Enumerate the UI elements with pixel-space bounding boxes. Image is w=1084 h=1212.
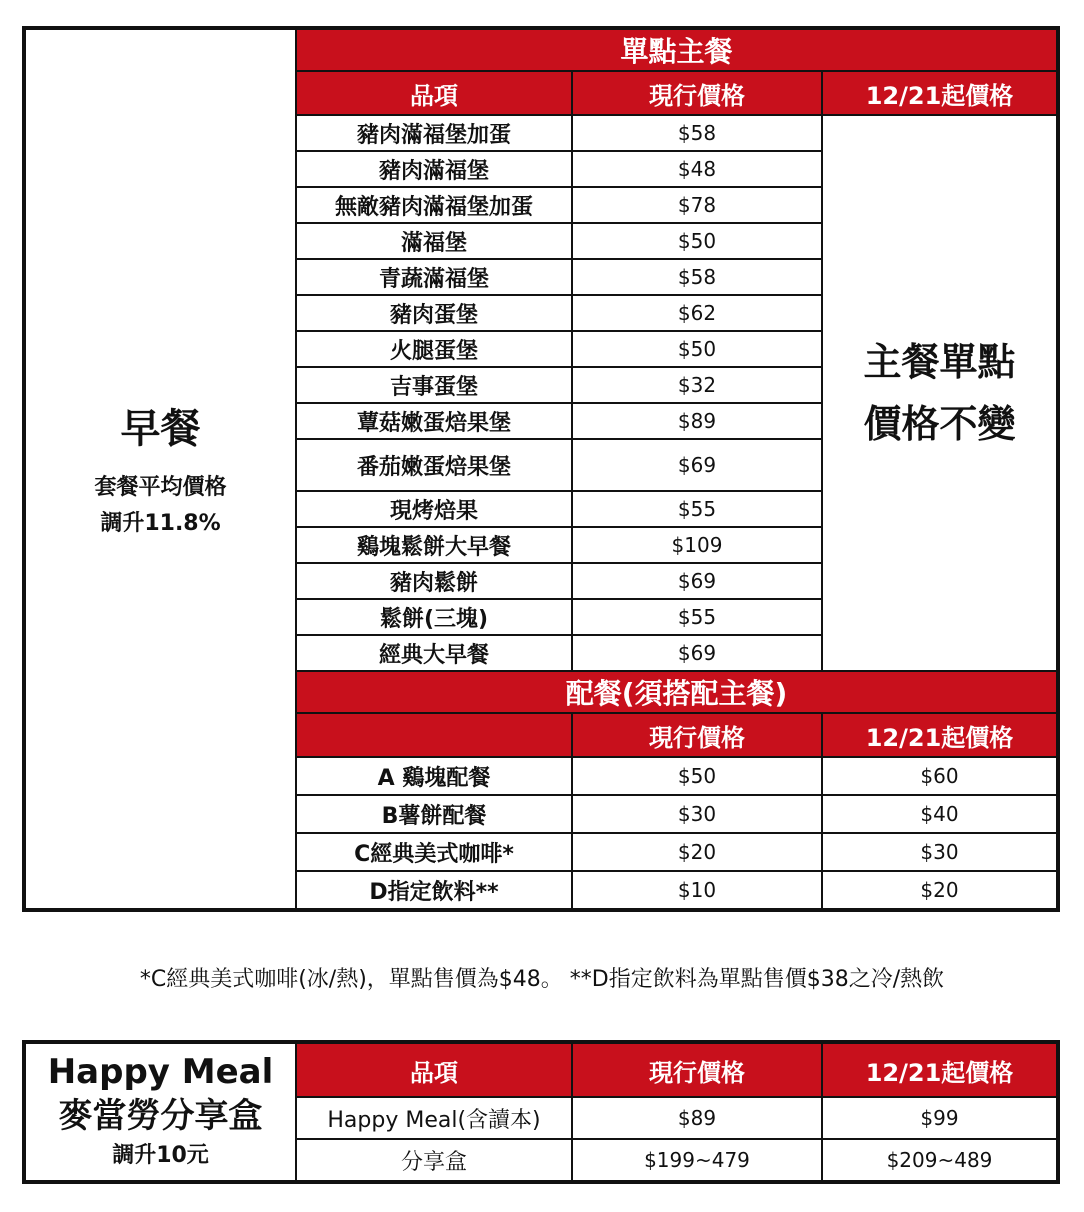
side-item-current: $10 xyxy=(572,871,822,910)
main-item-name: 現烤焙果 xyxy=(296,491,572,527)
breakfast-title: 早餐 xyxy=(120,405,201,452)
side-col-header-new: 12/21起價格 xyxy=(822,713,1058,757)
main-note-line2: 價格不變 xyxy=(863,402,1016,446)
main-item-price: $50 xyxy=(572,331,822,367)
main-item-price: $69 xyxy=(572,439,822,491)
main-item-name: 豬肉鬆餅 xyxy=(296,563,572,599)
main-item-name: 蕈菇嫩蛋焙果堡 xyxy=(296,403,572,439)
breakfast-label-cell xyxy=(24,28,296,910)
breakfast-price-table xyxy=(22,26,1060,912)
main-item-price: $48 xyxy=(572,151,822,187)
main-item-name: 火腿蛋堡 xyxy=(296,331,572,367)
hm-item-name: 分享盒 xyxy=(296,1139,572,1182)
hm-col-header-current: 現行價格 xyxy=(572,1042,822,1097)
side-item-current: $50 xyxy=(572,757,822,795)
side-item-name: B薯餅配餐 xyxy=(296,795,572,833)
main-item-name: 鬆餅(三塊) xyxy=(296,599,572,635)
happy-meal-increase: 調升10元 xyxy=(112,1143,209,1168)
happy-meal-price-table xyxy=(22,1040,1060,1184)
side-item-current: $30 xyxy=(572,795,822,833)
main-item-name: 豬肉滿福堡加蛋 xyxy=(296,115,572,151)
col-header-current: 現行價格 xyxy=(572,71,822,115)
side-item-new: $40 xyxy=(822,795,1058,833)
main-item-price: $55 xyxy=(572,599,822,635)
main-section-title: 單點主餐 xyxy=(296,28,1058,71)
side-item-new: $20 xyxy=(822,871,1058,910)
side-item-new: $60 xyxy=(822,757,1058,795)
side-col-header-current: 現行價格 xyxy=(572,713,822,757)
main-item-price: $62 xyxy=(572,295,822,331)
main-item-name: 無敵豬肉滿福堡加蛋 xyxy=(296,187,572,223)
main-note-cell xyxy=(822,115,1058,671)
main-item-name: 鷄塊鬆餅大早餐 xyxy=(296,527,572,563)
share-box-title: 麥當勞分享盒 xyxy=(58,1096,263,1136)
main-item-price: $58 xyxy=(572,115,822,151)
main-item-name: 滿福堡 xyxy=(296,223,572,259)
happy-meal-label-cell xyxy=(24,1042,296,1182)
side-item-name: C經典美式咖啡* xyxy=(296,833,572,871)
main-item-price: $109 xyxy=(572,527,822,563)
main-item-price: $50 xyxy=(572,223,822,259)
side-item-name: A 鷄塊配餐 xyxy=(296,757,572,795)
main-item-name: 經典大早餐 xyxy=(296,635,572,671)
hm-item-current: $199~479 xyxy=(572,1139,822,1182)
main-item-price: $69 xyxy=(572,563,822,599)
side-item-new: $30 xyxy=(822,833,1058,871)
hm-item-new: $99 xyxy=(822,1097,1058,1139)
main-item-name: 番茄嫩蛋焙果堡 xyxy=(296,439,572,491)
side-item-name: D指定飲料** xyxy=(296,871,572,910)
side-col-header-item xyxy=(296,713,572,757)
hm-col-header-item: 品項 xyxy=(296,1042,572,1097)
hm-item-name: Happy Meal(含讀本) xyxy=(296,1097,572,1139)
hm-col-header-new: 12/21起價格 xyxy=(822,1042,1058,1097)
side-item-current: $20 xyxy=(572,833,822,871)
breakfast-subtitle: 套餐平均價格 xyxy=(94,474,227,500)
main-item-price: $69 xyxy=(572,635,822,671)
main-item-name: 豬肉滿福堡 xyxy=(296,151,572,187)
happy-meal-title: Happy Meal xyxy=(47,1052,274,1092)
breakfast-increase: 調升11.8% xyxy=(100,510,221,536)
footnote: *C經典美式咖啡(冰/熱)，單點售價為$48。 **D指定飲料為單點售價$38之冷/熱飲 xyxy=(139,967,945,992)
col-header-item: 品項 xyxy=(296,71,572,115)
main-item-price: $89 xyxy=(572,403,822,439)
hm-item-current: $89 xyxy=(572,1097,822,1139)
side-section-title: 配餐(須搭配主餐) xyxy=(296,671,1058,713)
col-header-new: 12/21起價格 xyxy=(822,71,1058,115)
main-note-line1: 主餐單點 xyxy=(863,340,1016,384)
main-item-price: $58 xyxy=(572,259,822,295)
main-item-price: $55 xyxy=(572,491,822,527)
main-item-name: 吉事蛋堡 xyxy=(296,367,572,403)
main-item-price: $78 xyxy=(572,187,822,223)
main-item-name: 豬肉蛋堡 xyxy=(296,295,572,331)
hm-item-new: $209~489 xyxy=(822,1139,1058,1182)
main-item-price: $32 xyxy=(572,367,822,403)
main-item-name: 青蔬滿福堡 xyxy=(296,259,572,295)
